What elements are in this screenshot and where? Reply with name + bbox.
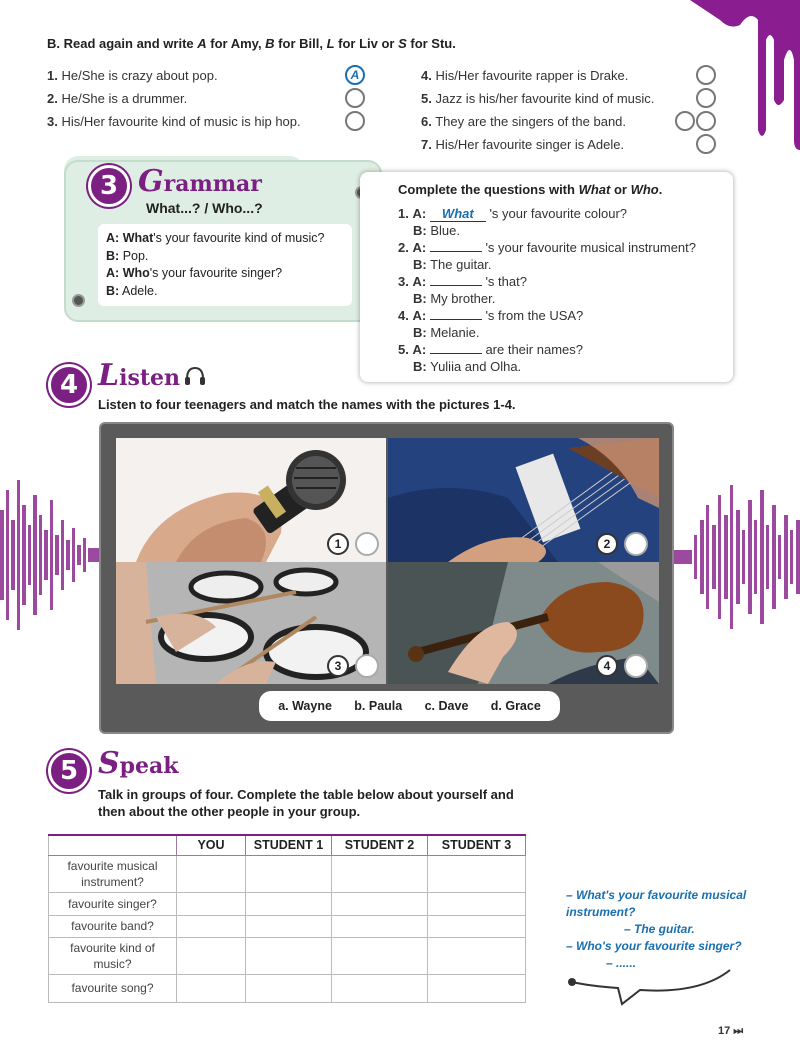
questions-title: Complete the questions with What or Who.	[398, 182, 663, 197]
row-label: favourite musical instrument?	[49, 855, 177, 892]
answer-blank-4[interactable]	[430, 308, 482, 320]
grammar-heading: Grammar	[138, 164, 262, 199]
speak-heading: Speak	[98, 746, 179, 781]
column-header: STUDENT 3	[428, 835, 526, 855]
table-cell[interactable]	[428, 855, 526, 892]
answer-circle-6b[interactable]	[696, 111, 716, 131]
table-cell[interactable]	[246, 974, 332, 1002]
answer-circle-3[interactable]	[345, 111, 365, 131]
picture-4-answer[interactable]	[624, 654, 648, 678]
picture-1-answer[interactable]	[355, 532, 379, 556]
table-row	[49, 855, 526, 892]
table-cell[interactable]	[177, 892, 246, 915]
answer-circle-5[interactable]	[696, 88, 716, 108]
grammar-example: B: Pop.	[106, 248, 149, 263]
table-cell[interactable]	[428, 915, 526, 937]
answer-circle-6a[interactable]	[675, 111, 695, 131]
speak-instruction: Talk in groups of four. Complete the table below about yourself and then about the other people in your group.	[98, 787, 514, 819]
statement-1: 1. He/She is crazy about pop.	[47, 68, 218, 83]
answer-blank-2[interactable]	[430, 240, 482, 252]
guitar-photo	[388, 438, 659, 562]
answer-blank-5[interactable]	[430, 342, 482, 354]
screw-icon	[72, 294, 85, 307]
row-label: favourite song?	[49, 974, 177, 1002]
table-cell[interactable]	[246, 915, 332, 937]
table-cell[interactable]	[246, 855, 332, 892]
table-row	[49, 892, 526, 915]
sound-wave-left	[0, 470, 110, 640]
answer-1: B: Blue.	[413, 223, 460, 238]
section-b-title: B. Read again and write A for Amy, B for Bill, L for Liv or S for Stu.	[47, 36, 456, 51]
statement-6: 6. They are the singers of the band.	[421, 114, 627, 129]
section-5-number: 5	[48, 750, 90, 792]
question-2: 2. A: 's your favourite musical instrument?	[398, 240, 697, 255]
statement-4: 4. His/Her favourite rapper is Drake.	[421, 68, 629, 83]
section-4-number: 4	[48, 364, 90, 406]
picture-2-answer[interactable]	[624, 532, 648, 556]
grammar-example: A: Who's your favourite singer?	[106, 266, 283, 280]
column-header: YOU	[177, 835, 246, 855]
question-5: 5. A: are their names?	[398, 342, 583, 357]
picture-2	[388, 438, 659, 562]
table-cell[interactable]	[246, 892, 332, 915]
table-cell[interactable]	[332, 974, 428, 1002]
statement-7: 7. His/Her favourite singer is Adele.	[421, 137, 625, 152]
question-3: 3. A: 's that?	[398, 274, 527, 289]
grammar-example: A: What's your favourite kind of music?	[106, 231, 325, 245]
question-1: 1. A: What 's your favourite colour?	[398, 206, 628, 221]
picture-1-number: 1	[327, 533, 349, 555]
statement-2: 2. He/She is a drummer.	[47, 91, 188, 106]
name-option: c. Dave	[424, 699, 469, 713]
page-number: 17 ⏭	[718, 1025, 744, 1037]
answer-blank-3[interactable]	[430, 274, 482, 286]
answer-circle-2[interactable]	[345, 88, 365, 108]
answer-circle-7[interactable]	[696, 134, 716, 154]
picture-3-answer[interactable]	[355, 654, 379, 678]
column-header: STUDENT 1	[246, 835, 332, 855]
table-cell[interactable]	[428, 974, 526, 1002]
answer-2: B: The guitar.	[413, 257, 492, 272]
row-label: favourite singer?	[49, 892, 177, 915]
table-cell[interactable]	[177, 855, 246, 892]
table-cell[interactable]	[428, 892, 526, 915]
table-cell[interactable]	[332, 892, 428, 915]
table-cell[interactable]	[332, 937, 428, 974]
name-option: d. Grace	[490, 699, 541, 713]
table-corner	[49, 835, 177, 855]
table-cell[interactable]	[177, 915, 246, 937]
section-3-number: 3	[88, 165, 130, 207]
grammar-example: B: Adele.	[106, 283, 158, 298]
table-cell[interactable]	[177, 974, 246, 1002]
speech-bubble-tail	[560, 966, 740, 1010]
speak-table	[48, 834, 526, 1003]
table-cell[interactable]	[332, 915, 428, 937]
table-cell[interactable]	[246, 937, 332, 974]
picture-2-number: 2	[596, 533, 618, 555]
name-option: b. Paula	[354, 699, 403, 713]
row-label: favourite band?	[49, 915, 177, 937]
table-cell[interactable]	[428, 937, 526, 974]
answer-blank-1[interactable]: What	[430, 206, 486, 222]
listen-heading: Listen	[98, 358, 180, 393]
picture-3-number: 3	[327, 655, 349, 677]
example-dialog: – What's your favourite musical instrument? – The guitar. – Who's your favourite singer? – ......	[566, 888, 747, 970]
names-list	[259, 691, 560, 721]
table-row	[49, 974, 526, 1002]
answer-4: B: Melanie.	[413, 325, 480, 340]
listen-instruction: Listen to four teenagers and match the names with the pictures 1-4.	[98, 397, 516, 412]
violin-photo	[388, 562, 659, 684]
table-row	[49, 915, 526, 937]
answer-5: B: Yuliia and Olha.	[413, 359, 522, 374]
answer-circle-1[interactable]: A	[345, 65, 365, 85]
grammar-examples	[98, 224, 352, 306]
name-option: a. Wayne	[278, 699, 332, 713]
statement-3: 3. His/Her favourite kind of music is hip hop.	[47, 114, 301, 129]
picture-4-number: 4	[596, 655, 618, 677]
table-row	[49, 937, 526, 974]
picture-4	[388, 562, 659, 684]
grammar-subheading: What...? / Who...?	[146, 200, 263, 216]
statement-5: 5. Jazz is his/her favourite kind of music.	[421, 91, 655, 106]
column-header: STUDENT 2	[332, 835, 428, 855]
table-cell[interactable]	[177, 937, 246, 974]
headphones-icon	[183, 364, 207, 388]
answer-circle-4[interactable]	[696, 65, 716, 85]
question-4: 4. A: 's from the USA?	[398, 308, 584, 323]
sound-wave-right	[672, 480, 800, 640]
row-label: favourite kind of music?	[49, 937, 177, 974]
answer-3: B: My brother.	[413, 291, 496, 306]
table-cell[interactable]	[332, 855, 428, 892]
